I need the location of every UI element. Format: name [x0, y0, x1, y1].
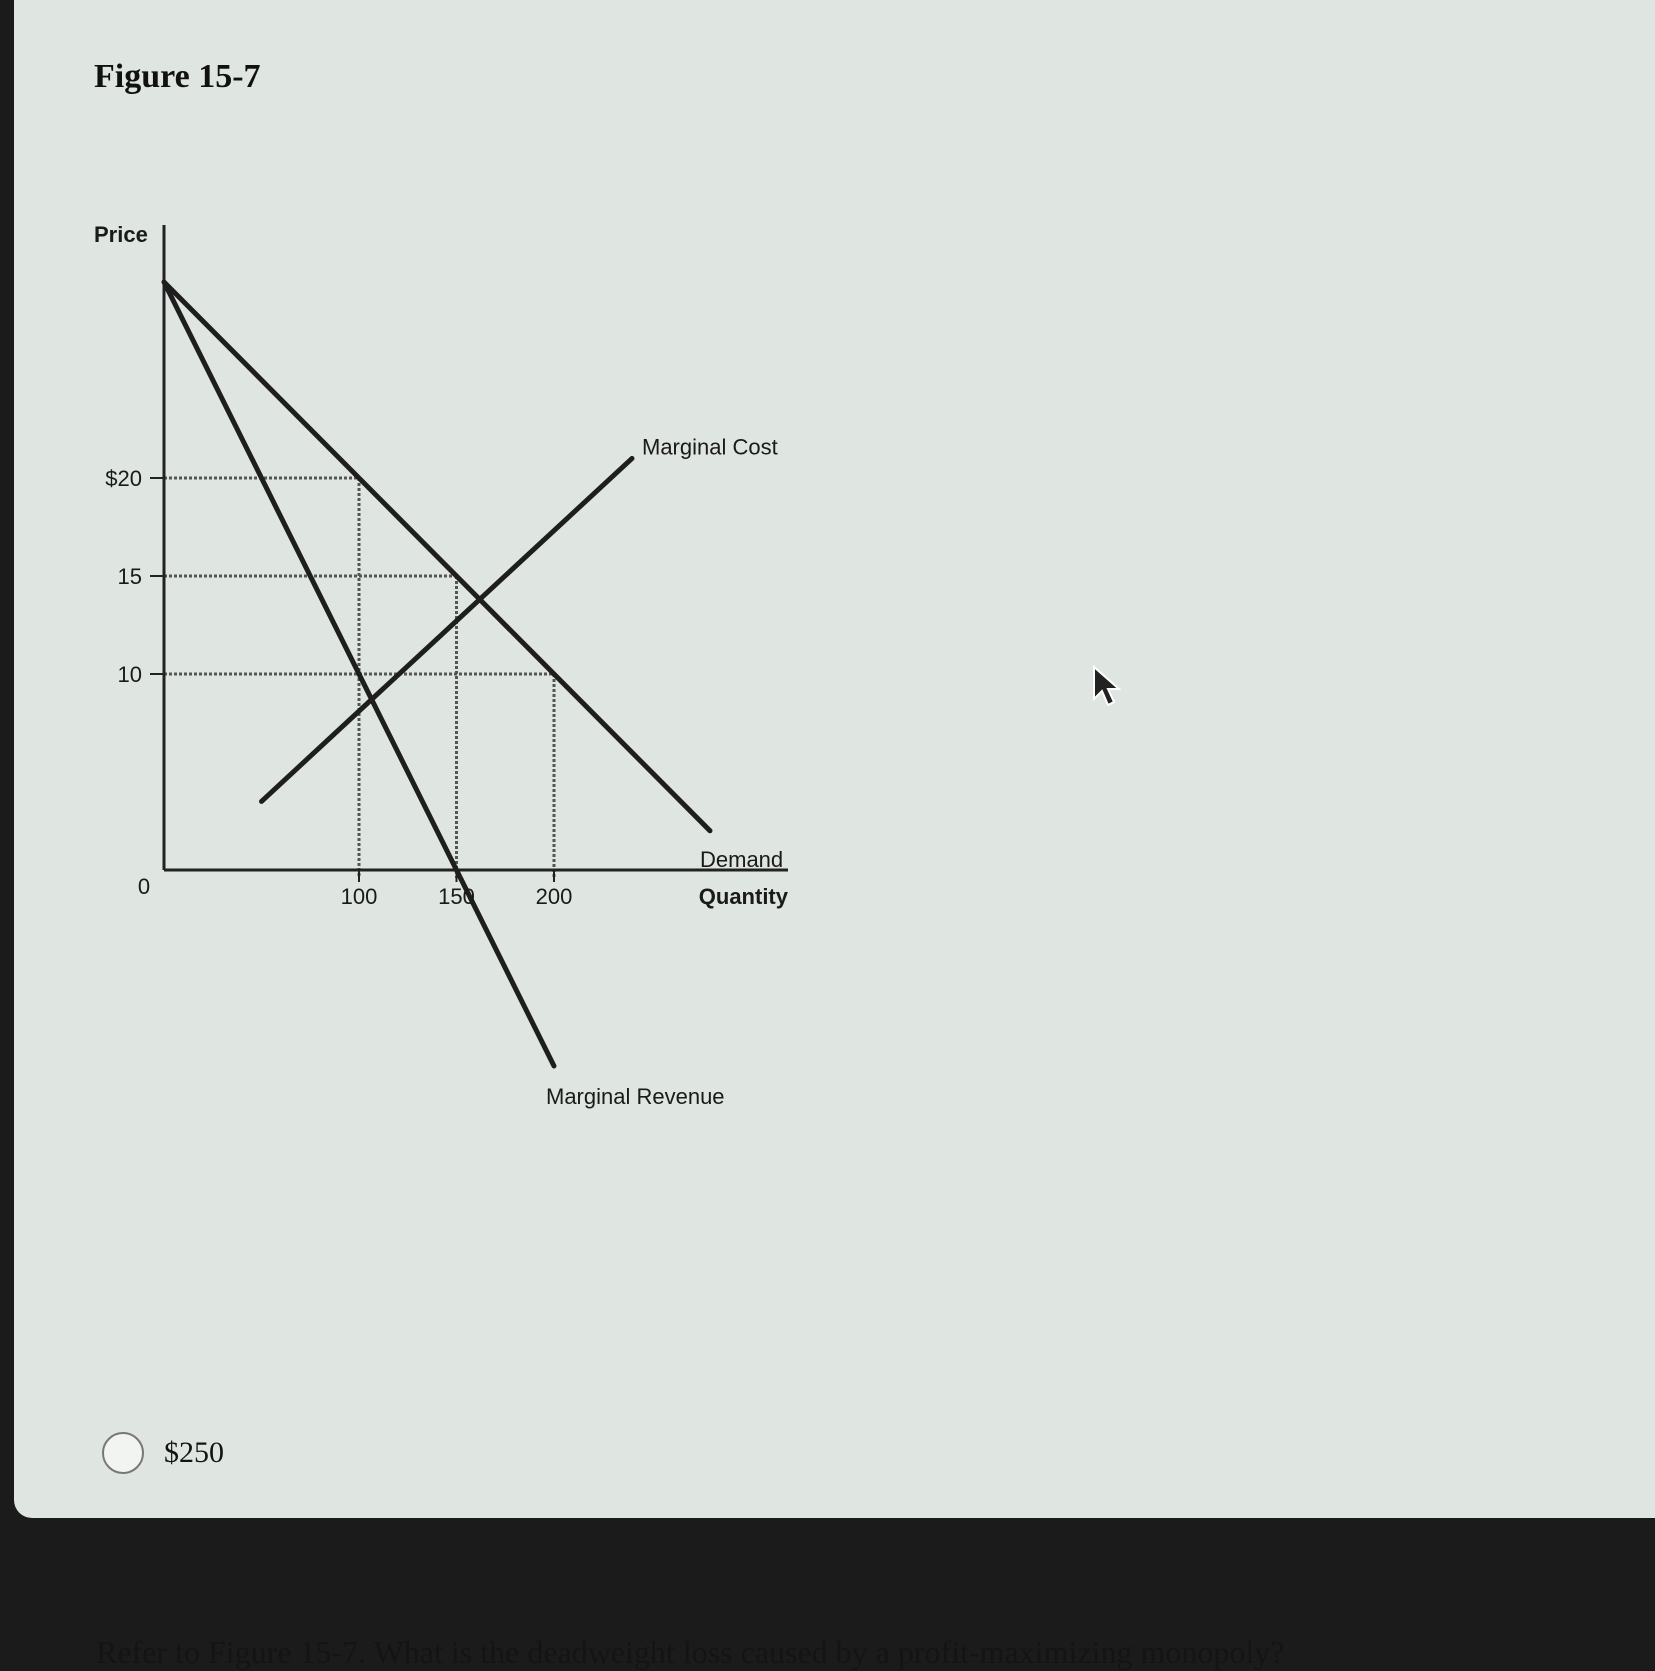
marginal-cost-label: Marginal Cost	[642, 434, 778, 460]
x-tick-label: 100	[340, 884, 378, 909]
y-tick-label: 10	[117, 662, 142, 687]
marginal-cost-line	[262, 458, 633, 801]
question-text: Refer to Figure 15-7. What is the deadweight loss caused by a profit-maximizing monopoly?	[96, 1634, 1285, 1670]
screen	[14, 0, 1655, 1670]
radio-button[interactable]	[102, 1432, 144, 1474]
x-tick-label: 200	[535, 884, 573, 909]
marginal-revenue-label: Marginal Revenue	[546, 1084, 725, 1109]
y-tick-label: $20	[105, 466, 142, 491]
figure-title: Figure 15-7	[94, 58, 261, 95]
demand-line	[164, 282, 710, 831]
x-axis-title: Quantity	[698, 884, 788, 909]
chart	[14, 0, 1655, 1200]
x-tick-label: 150	[438, 884, 475, 909]
answer-option[interactable]	[102, 1432, 224, 1474]
answer-option-label: $250	[164, 1436, 224, 1469]
x-tick-label: 0	[137, 874, 151, 899]
axes	[150, 225, 788, 882]
mouse-cursor-icon	[1092, 665, 1126, 709]
y-axis-title: Price	[94, 222, 148, 247]
demand-label: Demand	[700, 846, 784, 872]
y-tick-label: 15	[117, 564, 142, 589]
